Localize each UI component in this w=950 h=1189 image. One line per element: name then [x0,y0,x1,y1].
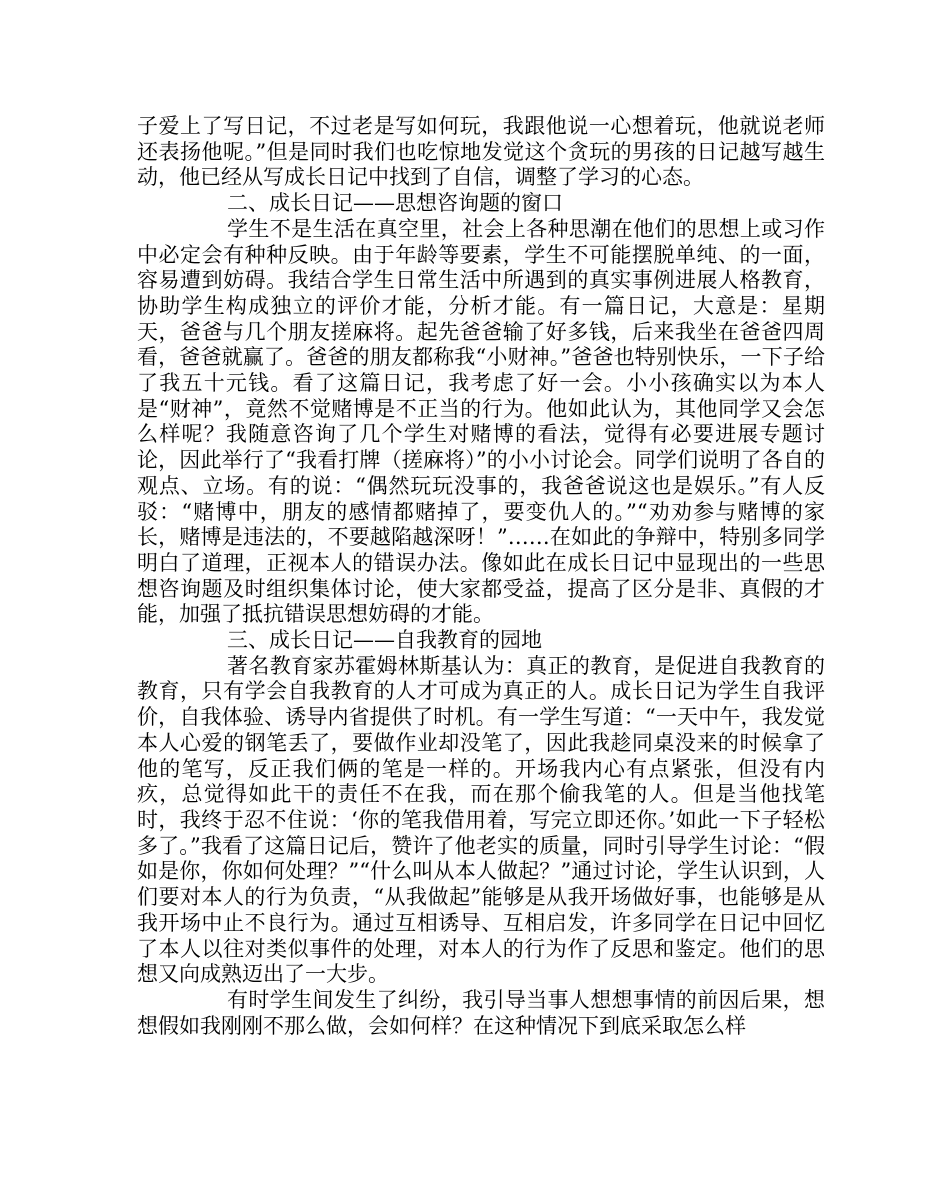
body-text [137,114,825,1039]
paragraph-self-education: 著名教育家苏霍姆林斯基认为：真正的教育，是促进自我教育的教育，只有学会自我教育的人才可成为真正的人。成长日记为学生自我评价，自我体验、诱导内省提供了时机。有一学生写道：“一天中午，我发觉本人心爱的钢笔丢了，要做作业却没笔了，因此我趁同桌没来的时候拿了他的笔写，反正我们俩的笔是一样的。开场我内心有点紧张，但没有内疚，总觉得如此干的责任不在我，而在那个偷我笔的人。但是当他找笔时，我终于忍不住说：‘你的笔我借用着，写完立即还你。’如此一下子轻松多了。”我看了这篇日记后，赞许了他老实的质量，同时引导学生讨论：“假如是你，你如何处理？”“什么叫从本人做起？”通过讨论，学生认识到，人们要对本人的行为负责，“从我做起”能够是从我开场做好事，也能够是从我开场中止不良行为。通过互相诱导、互相启发，许多同学在日记中回忆了本人以往对类似事件的处理，对本人的行为作了反思和鉴定。他们的思想又向成熟迈出了一大步。 [137,653,825,987]
section-heading-2: 二、成长日记——思想咨询题的窗口 [227,191,563,216]
section-heading-3: 三、成长日记——自我教育的园地 [227,628,542,653]
paragraph-gambling-diary: 学生不是生活在真空里，社会上各种思潮在他们的思想上或习作中必定会有种种反映。由于年龄等要素，学生不可能摆脱单纯、的一面，容易遭到妨碍。我结合学生日常生活中所遇到的真实事例进展人格教育，协助学生构成独立的评价才能，分析才能。有一篇日记，大意是：星期天，爸爸与几个朋友搓麻将。起先爸爸输了好多钱，后来我坐在爸爸四周看，爸爸就赢了。爸爸的朋友都称我“小财神。”爸爸也特别快乐，一下子给了我五十元钱。看了这篇日记，我考虑了好一会。小小孩确实以为本人是“财神”，竟然不觉赌博是不正当的行为。他如此认为，其他同学又会怎么样呢？我随意咨询了几个学生对赌博的看法，觉得有必要进展专题讨论，因此举行了“我看打牌（搓麻将）”的小小讨论会。同学们说明了各自的观点、立场。有的说：“偶然玩玩没事的，我爸爸说这也是娱乐。”有人反驳：“赌博中，朋友的感情都赌掉了，要变仇人的。”“劝劝参与赌博的家长，赌博是违法的，不要越陷越深呀！”……在如此的争辩中，特别多同学明白了道理，正视本人的错误办法。像如此在成长日记中显现出的一些思想咨询题及时组织集体讨论，使大家都受益，提高了区分是非、真假的才能，加强了抵抗错误思想妨碍的才能。 [137,216,825,627]
paragraph-disputes: 有时学生间发生了纠纷，我引导当事人想想事情的前因后果，想想假如我刚刚不那么做，会如何样？在这种情况下到底采取怎么样 [137,987,825,1038]
paragraph-continuation: 子爱上了写日记，不过老是写如何玩，我跟他说一心想着玩，他就说老师还表扬他呢。”但是同时我们也吃惊地发觉这个贪玩的男孩的日记越写越生动，他已经从写成长日记中找到了自信，调整了学习的心态。 [137,114,825,190]
